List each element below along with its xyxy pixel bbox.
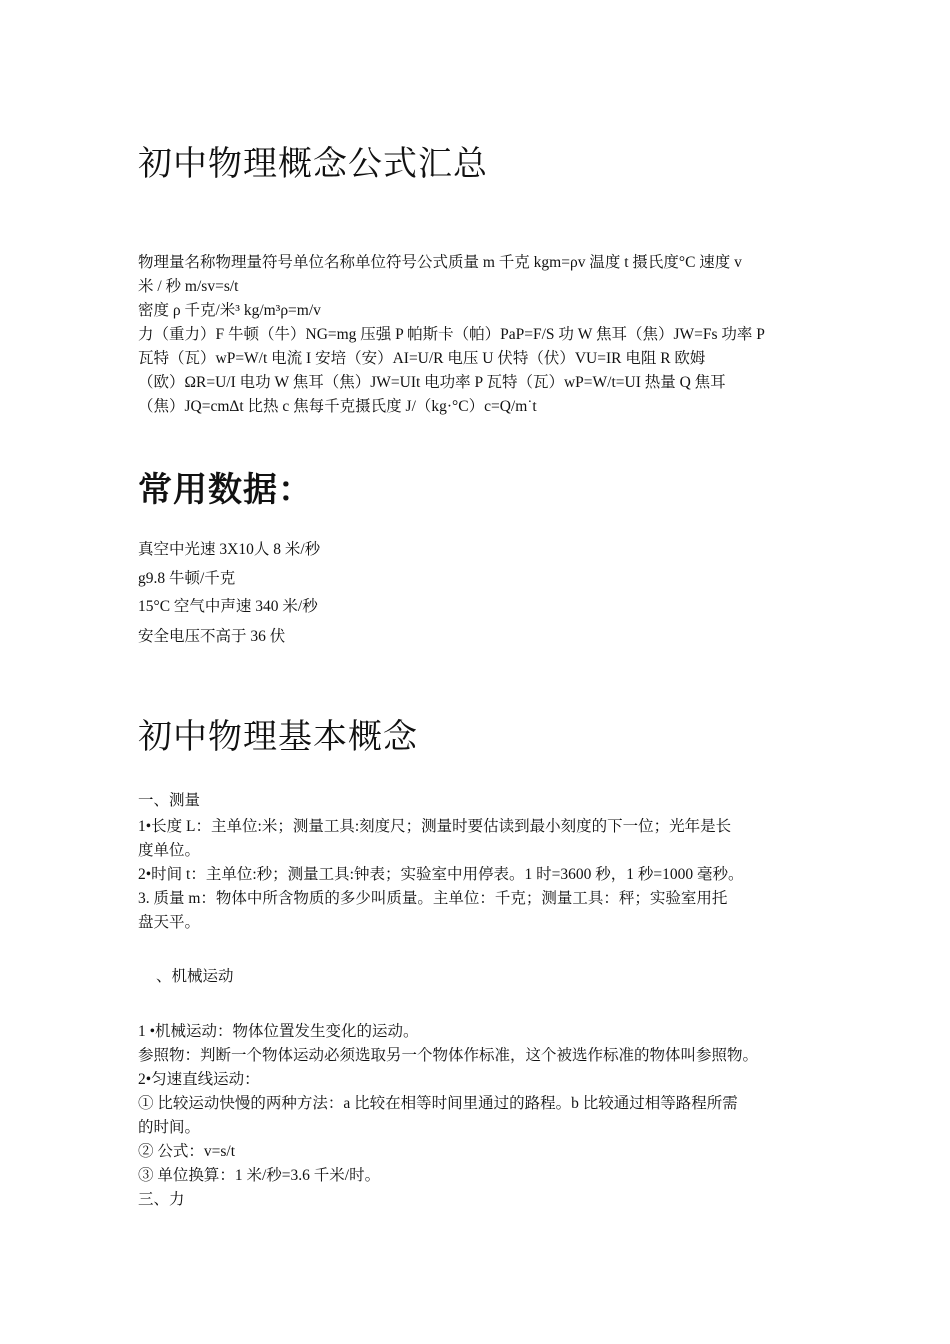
formula-line: 米 / 秒 m/sv=s/t bbox=[138, 278, 239, 295]
formula-line: 力（重力）F 牛顿（牛）NG=mg 压强 P 帕斯卡（帕）PaP=F/S 功 W 焦耳（焦）JW=Fs 功率 P bbox=[138, 326, 765, 343]
motion-line: ① 比较运动快慢的两种方法：a 比较在相等时间里通过的路程。b 比较通过相等路程所需 bbox=[138, 1095, 738, 1112]
common-data-heading: 常用数据： bbox=[138, 470, 313, 510]
common-data-item: g9.8 牛顿/千克 bbox=[138, 570, 236, 587]
formula-line: 瓦特（瓦）wP=W/t 电流 I 安培（安）AI=U/R 电压 U 伏特（伏）VU=IR 电阻 R 欧姆 bbox=[138, 350, 706, 367]
basic-concepts-heading: 初中物理基本概念 bbox=[138, 717, 418, 757]
formula-line: （焦）JQ=cmΔt 比热 c 焦每千克摄氏度 J/（kg·°C）c=Q/m˙t bbox=[138, 398, 537, 415]
common-data-item: 安全电压不高于 36 伏 bbox=[138, 628, 286, 645]
section-heading-mechanical-motion: 、机械运动 bbox=[156, 968, 234, 985]
formula-line: 物理量名称物理量符号单位名称单位符号公式质量 m 千克 kgm=ρv 温度 t 摄氏度°C 速度 v bbox=[138, 254, 742, 271]
measurement-line: 2•时间 t：主单位:秒；测量工具:钟表；实验室中用停表。1 时=3600 秒，1 秒=1000 毫秒。 bbox=[138, 866, 744, 883]
motion-line: 参照物：判断一个物体运动必须选取另一个物体作标准，这个被选作标准的物体叫参照物。 bbox=[138, 1047, 759, 1064]
measurement-section bbox=[138, 815, 818, 935]
formula-table-text bbox=[138, 251, 818, 419]
motion-line: 1 •机械运动：物体位置发生变化的运动。 bbox=[138, 1023, 419, 1040]
formula-line: （欧）ΩR=U/I 电功 W 焦耳（焦）JW=UIt 电功率 P 瓦特（瓦）wP=W/t=UI 热量 Q 焦耳 bbox=[138, 374, 726, 391]
motion-line: ② 公式：v=s/t bbox=[138, 1143, 236, 1160]
motion-line: ③ 单位换算：1 米/秒=3.6 千米/时。 bbox=[138, 1167, 381, 1184]
measurement-line: 1•长度 L：主单位:米；测量工具:刻度尺；测量时要估读到最小刻度的下一位；光年是长 bbox=[138, 818, 732, 835]
page-title: 初中物理概念公式汇总 bbox=[138, 144, 488, 184]
formula-line: 密度 ρ 千克/米³ kg/m³ρ=m/v bbox=[138, 302, 321, 319]
common-data-item: 15°C 空气中声速 340 米/秒 bbox=[138, 598, 318, 615]
motion-line: 2•匀速直线运动： bbox=[138, 1071, 260, 1088]
common-data-item: 真空中光速 3X10人 8 米/秒 bbox=[138, 541, 321, 558]
measurement-line: 度单位。 bbox=[138, 842, 201, 859]
section-heading-measurement: 一、测量 bbox=[138, 792, 201, 809]
measurement-line: 盘天平。 bbox=[138, 914, 201, 931]
section-heading-force: 三、力 bbox=[138, 1191, 185, 1208]
mechanical-motion-section bbox=[138, 1020, 818, 1212]
measurement-line: 3. 质量 m：物体中所含物质的多少叫质量。主单位：千克；测量工具：秤；实验室用托 bbox=[138, 890, 728, 907]
motion-line: 的时间。 bbox=[138, 1119, 201, 1136]
